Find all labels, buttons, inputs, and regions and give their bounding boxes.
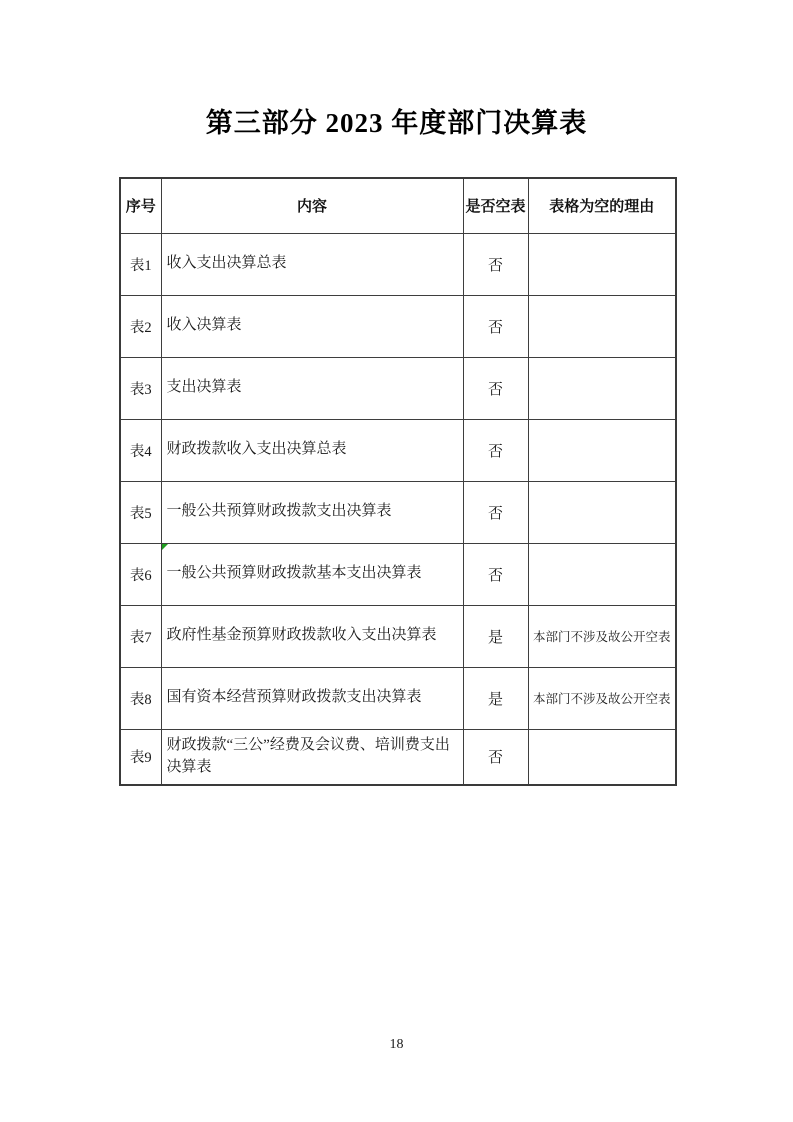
row-empty-flag: 否 <box>463 233 528 295</box>
header-is-empty: 是否空表 <box>463 178 528 233</box>
row-empty-flag: 否 <box>463 729 528 785</box>
table-row <box>120 295 676 357</box>
page-title: 第三部分 2023 年度部门决算表 <box>205 108 588 138</box>
row-seq: 表8 <box>120 667 161 729</box>
header-row <box>120 178 676 233</box>
row-content <box>161 543 463 605</box>
row-empty-flag: 否 <box>463 295 528 357</box>
green-corner-marker <box>162 544 168 550</box>
row-empty-flag: 是 <box>463 667 528 729</box>
row-empty-reason <box>528 295 676 357</box>
header-content: 内容 <box>161 178 463 233</box>
table-row <box>120 605 676 667</box>
row-empty-reason <box>528 357 676 419</box>
row-seq: 表6 <box>120 543 161 605</box>
table-row <box>120 481 676 543</box>
header-reason: 表格为空的理由 <box>528 178 676 233</box>
table-row <box>120 729 676 785</box>
row-empty-reason <box>528 543 676 605</box>
annual-statement-index-table <box>119 177 677 786</box>
row-content: 收入支出决算总表 <box>161 233 463 295</box>
row-empty-reason <box>528 729 676 785</box>
row-content: 收入决算表 <box>161 295 463 357</box>
row-seq: 表4 <box>120 419 161 481</box>
table-body <box>120 233 676 785</box>
row-empty-flag: 否 <box>463 357 528 419</box>
row-seq: 表3 <box>120 357 161 419</box>
row-content: 一般公共预算财政拨款支出决算表 <box>161 481 463 543</box>
table-row <box>120 357 676 419</box>
row-content: 财政拨款收入支出决算总表 <box>161 419 463 481</box>
row-seq: 表2 <box>120 295 161 357</box>
table-row <box>120 233 676 295</box>
row-seq: 表9 <box>120 729 161 785</box>
row-content: 支出决算表 <box>161 357 463 419</box>
row-empty-reason <box>528 233 676 295</box>
row-seq: 表7 <box>120 605 161 667</box>
row-seq: 表5 <box>120 481 161 543</box>
row-empty-flag: 否 <box>463 543 528 605</box>
row-empty-flag: 否 <box>463 419 528 481</box>
table-row <box>120 543 676 605</box>
table-row <box>120 667 676 729</box>
row-content: 国有资本经营预算财政拨款支出决算表 <box>161 667 463 729</box>
row-content: 财政拨款“三公”经费及会议费、培训费支出决算表 <box>161 729 463 785</box>
header-seq: 序号 <box>120 178 161 233</box>
row-empty-reason: 本部门不涉及故公开空表 <box>528 605 676 667</box>
row-empty-flag: 是 <box>463 605 528 667</box>
row-content: 政府性基金预算财政拨款收入支出决算表 <box>161 605 463 667</box>
row-empty-flag: 否 <box>463 481 528 543</box>
page-number: 18 <box>389 1037 404 1052</box>
row-seq: 表1 <box>120 233 161 295</box>
table-header <box>120 178 676 233</box>
row-empty-reason <box>528 419 676 481</box>
row-content-text: 一般公共预算财政拨款基本支出决算表 <box>166 565 422 582</box>
row-empty-reason: 本部门不涉及故公开空表 <box>528 667 676 729</box>
table-row <box>120 419 676 481</box>
row-empty-reason <box>528 481 676 543</box>
